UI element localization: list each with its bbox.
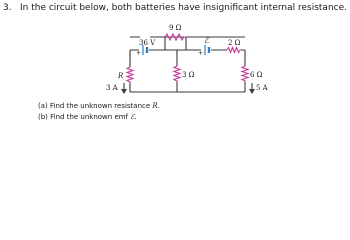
current-arrow-right [249, 83, 255, 94]
part-b-text: (b) Find the unknown emf [38, 113, 131, 121]
part-a-question [38, 102, 160, 110]
current-left-label: 3 A [106, 84, 118, 92]
resistor-3-ohm [174, 66, 180, 82]
question-prompt: In the circuit below, both batteries have insignificant internal resistance. [20, 3, 347, 13]
battery-emf-plus: + [198, 50, 204, 57]
resistor-6-label: 6 Ω [250, 71, 263, 79]
battery-36v-label: 36 V [139, 39, 156, 47]
part-a-variable: R [152, 102, 158, 110]
current-arrow-left [121, 83, 127, 94]
current-right-label: 5 A [256, 84, 268, 92]
resistor-2-label: 2 Ω [228, 39, 241, 47]
resistor-r [127, 67, 133, 83]
resistor-3-label: 3 Ω [182, 71, 195, 79]
part-b-period: . [134, 113, 137, 121]
battery-emf-label: ℰ [204, 36, 209, 45]
resistor-2-ohm [227, 48, 241, 53]
resistor-9-label: 9 Ω [169, 24, 182, 32]
resistor-6-ohm [242, 66, 248, 82]
question-number: 3. [3, 3, 12, 13]
part-a-period: . [157, 102, 160, 110]
battery-36v-plus: + [136, 50, 142, 57]
part-b-variable: ℰ [130, 113, 135, 121]
resistor-r-label: R [118, 72, 124, 80]
part-a-text: (a) Find the unknown resistance [38, 102, 153, 110]
battery-emf [205, 45, 209, 55]
part-b-question [38, 113, 137, 121]
